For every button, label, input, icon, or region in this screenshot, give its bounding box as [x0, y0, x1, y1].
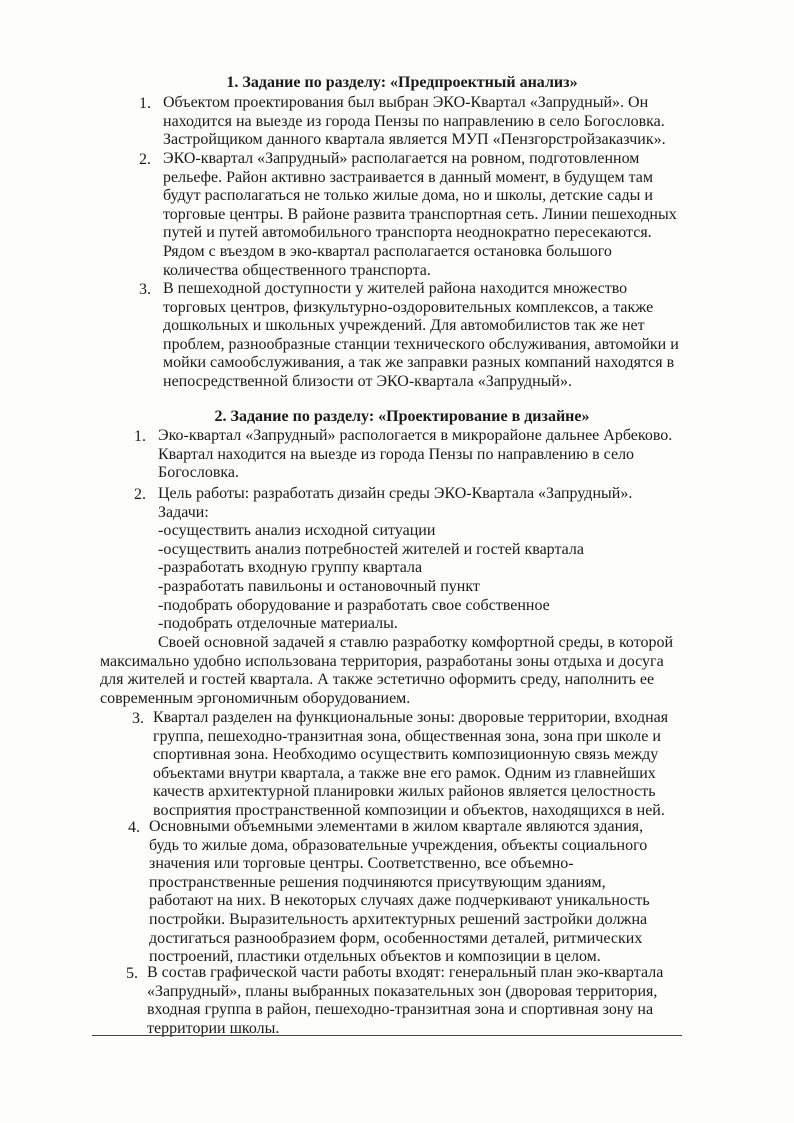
text-line: В пешеходной доступности у жителей района находится множество	[163, 280, 628, 297]
text-line: -разработать входную группу квартала	[158, 559, 423, 577]
text-line: территории школы.	[147, 1019, 280, 1037]
text-line: постройки. Выразительность архитектурных решений застройки должна	[149, 910, 648, 928]
text-line: Застройщиком данного квартала является МУП «Пензгорстройзаказчик».	[163, 131, 666, 149]
text-line: рельефе. Район активно застраивается в данный момент, в будущем там	[163, 168, 653, 186]
text-line: «Запрудный», планы выбранных показательных зон (дворовая территория,	[147, 982, 658, 1000]
text-line: группа, пешеходно-транзитная зона, общественная зона, зона при школе и	[153, 727, 661, 745]
s2-item3-text	[153, 709, 668, 821]
s2-goal-paragraph	[100, 634, 673, 708]
text-line: достигаться разнообразием форм, особенностями деталей, ритмических	[149, 929, 643, 947]
text-line: дошкольных и школьных учреждений. Для автомобилистов так же нет	[163, 317, 645, 335]
text-line: путей и путей автомобильного транспорта неоднократно пересекаются.	[163, 224, 652, 242]
s1-item3-text	[163, 280, 679, 392]
text-line: работают на них. В некоторых случаях даже подчеркивают уникальность	[149, 892, 650, 910]
text-line: -подобрать отделочные материалы.	[158, 615, 398, 633]
s2-item3-number: 3.	[132, 710, 144, 727]
text-line: пространственные решения подчиняются присутвующим зданиям,	[149, 873, 606, 891]
text-line: В состав графической части работы входят: генеральный план эко-квартала	[147, 964, 664, 981]
s2-item5-number: 5.	[126, 965, 138, 982]
text-line: восприятия пространственной композиции и объектов, находящихся в ней.	[153, 801, 665, 819]
text-line: для жителей и гостей квартала. А также эстетично оформить среду, наполнить ее	[100, 671, 655, 689]
s2-item1-number: 1.	[134, 428, 146, 445]
s2-item2-text	[158, 485, 632, 634]
text-line: спортивная зона. Необходимо осуществить композиционную связь между	[153, 746, 659, 764]
s1-item3-number: 3.	[139, 281, 151, 298]
text-line: -подобрать оборудование и разработать свое собственное	[158, 596, 550, 614]
s1-item1-number: 1.	[139, 95, 151, 112]
text-line: значения или торговые центры. Соответственно, все объемно-	[149, 855, 574, 873]
s1-item2-text	[163, 150, 677, 280]
s2-item4-number: 4.	[128, 819, 140, 836]
text-line: находится на выезде из города Пензы по направлению в село Богословка.	[163, 112, 665, 130]
text-line: непосредственной близости от ЭКО-квартала «Запрудный».	[163, 372, 572, 390]
text-line: Основными объемными элементами в жилом квартале являются здания,	[149, 818, 644, 835]
text-line: входная группа в район, пешеходно-транзитная зона и спортивная зону на	[147, 1001, 654, 1019]
text-line: количества общественного транспорта.	[163, 261, 431, 279]
bottom-divider	[92, 1035, 682, 1036]
text-line: будут располагаться не только жилые дома, но и школы, детские сады и	[163, 187, 653, 205]
text-line: торговые центры. В районе развита транспортная сеть. Линии пешеходных	[163, 205, 677, 223]
s2-item5-text	[147, 964, 663, 1038]
text-line: будь то жилые дома, образовательные учреждения, объекты социального	[149, 836, 648, 854]
text-line: построений, пластики отдельных объектов и композиции в целом.	[149, 948, 601, 966]
text-line: торговых центров, физкультурно-оздоровительных комплексов, а также	[163, 298, 654, 316]
text-line: современным эргономичным оборудованием.	[100, 689, 411, 707]
text-line: максимально удобно использована территория, разработаны зоны отдыха и досуга	[100, 652, 664, 670]
text-line: Задачи:	[158, 503, 209, 521]
text-line: Эко-квартал «Запрудный» распологается в микрорайоне дальнее Арбеково.	[158, 427, 673, 444]
text-line: мойки самообслуживания, а так же заправки разных компаний находятся в	[163, 354, 675, 372]
s1-item1-text	[163, 94, 666, 150]
text-line: -осуществить анализ потребностей жителей и гостей квартала	[158, 540, 584, 558]
text-line: Богословка.	[158, 464, 240, 482]
text-line: ЭКО-квартал «Запрудный» располагается на ровном, подготовленном	[163, 150, 640, 167]
text-line: Своей основной задачей я ставлю разработку комфортной среды, в которой	[158, 634, 674, 651]
text-line: -разработать павильоны и остановочный пункт	[158, 577, 480, 595]
section2-title: 2. Задание по разделу: «Проектирование в дизайне»	[214, 408, 590, 425]
s2-item1-text	[158, 427, 672, 483]
text-line: проблем, разнообразные станции технического обслуживания, автомойки и	[163, 335, 679, 353]
text-line: качеств архитектурной планировки жилых районов является целостность	[153, 783, 656, 801]
s1-item2-number: 2.	[139, 151, 151, 168]
text-line: Цель работы: разработать дизайн среды ЭКО-Квартала «Запрудный».	[158, 485, 633, 502]
text-line: Квартал разделен на функциональные зоны: дворовые территории, входная	[153, 709, 669, 726]
text-line: Объектом проектирования был выбран ЭКО-Квартал «Запрудный». Он	[163, 94, 649, 111]
text-line: -осуществить анализ исходной ситуации	[158, 522, 436, 540]
text-line: объектами внутри квартала, а также вне его рамок. Одним из главнейших	[153, 764, 656, 782]
s2-item2-number: 2.	[134, 486, 146, 503]
text-line: Рядом с въездом в эко-квартал располагается остановка большого	[163, 242, 612, 260]
text-line: Квартал находится на выезде из города Пензы по направлению в село	[158, 445, 635, 463]
s2-item4-text	[149, 818, 650, 967]
section1-title: 1. Задание по разделу: «Предпроектный анализ»	[226, 74, 578, 91]
